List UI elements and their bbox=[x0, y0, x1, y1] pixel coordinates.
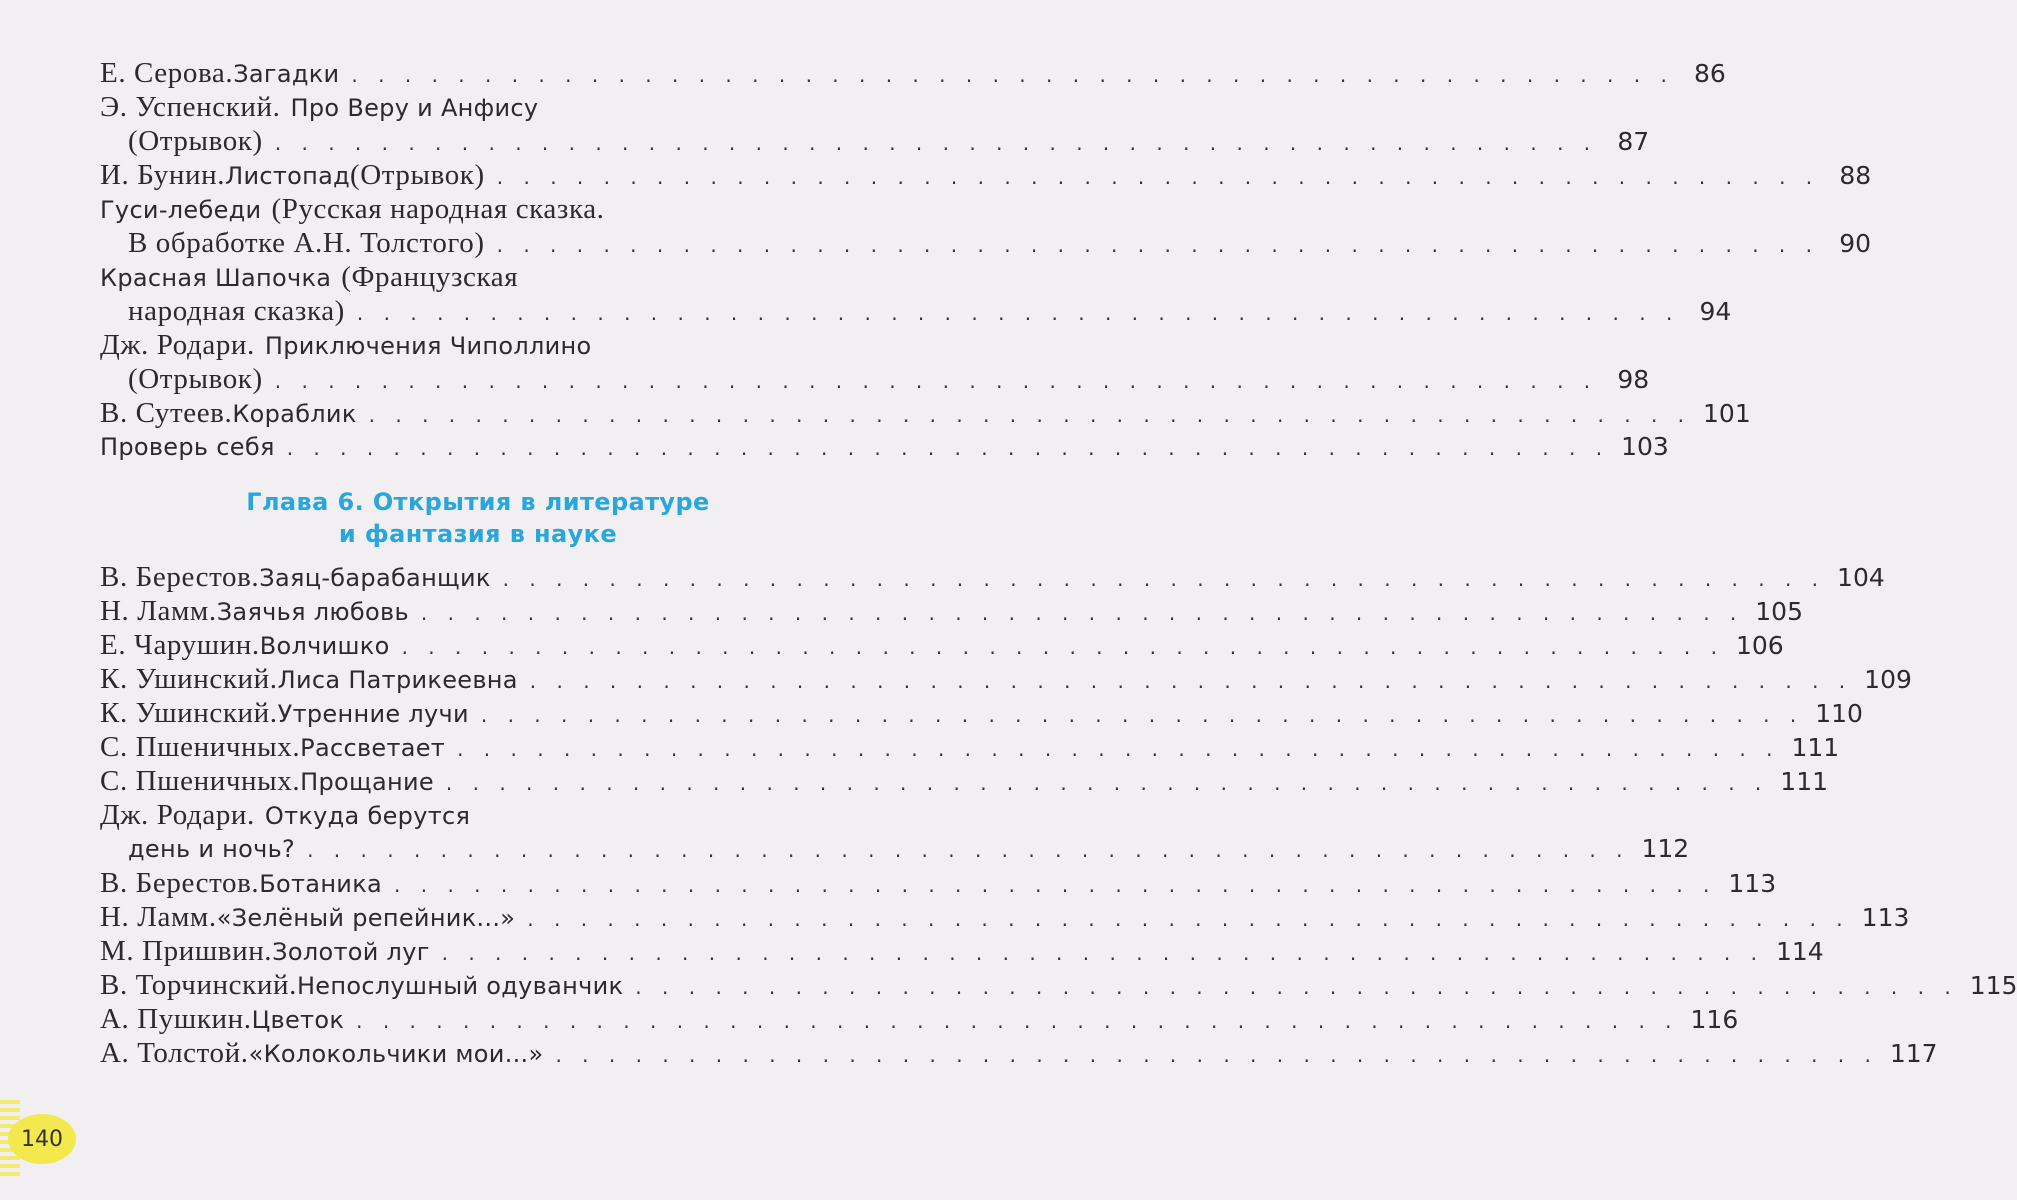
toc-entry bbox=[100, 260, 1732, 328]
toc-entry-line bbox=[100, 662, 1912, 696]
toc-author: И. Бунин. bbox=[100, 159, 226, 191]
toc-entry bbox=[100, 798, 1690, 866]
dot-leader: . . . . . . . . . . . . . . . . . . . . . . . . . . . . . . . . . . . . . . . . . . . . . . . . . . bbox=[480, 703, 1804, 727]
toc-entry-line bbox=[100, 328, 856, 362]
table-of-contents bbox=[100, 56, 2017, 1070]
toc-page-number: 115 bbox=[1969, 971, 2017, 1000]
toc-title: Про Веру и Анфису bbox=[290, 94, 539, 122]
toc-author: М. Пришвин. bbox=[100, 935, 273, 967]
toc-page-number: 114 bbox=[1776, 937, 1824, 966]
toc-entry-line bbox=[100, 560, 1885, 594]
toc-entry bbox=[100, 560, 1885, 594]
toc-title: Приключения Чиполлино bbox=[264, 332, 592, 360]
toc-entry-line bbox=[100, 934, 1824, 968]
toc-title: Рассветает bbox=[300, 734, 446, 762]
toc-page-number: 116 bbox=[1690, 1005, 1739, 1034]
dot-leader: . . . . . . . . . . . . . . . . . . . . . . . . . . . . . . . . . . . . . . . . . . . . . . . . . . bbox=[274, 369, 1598, 393]
toc-title: Загадки bbox=[233, 60, 340, 88]
toc-page-number: 117 bbox=[1889, 1039, 1938, 1068]
toc-page-number: 106 bbox=[1735, 631, 1784, 660]
toc-entry-line bbox=[100, 866, 1777, 900]
toc-entry bbox=[100, 328, 1650, 396]
toc-page-number: 101 bbox=[1703, 399, 1751, 428]
dot-leader: . . . . . . . . . . . . . . . . . . . . . . . . . . . . . . . . . . . . . . . . . . . . . . . . . . bbox=[457, 737, 1780, 761]
toc-author: Н. Ламм. bbox=[100, 901, 217, 933]
toc-author: А. Пушкин. bbox=[100, 1003, 252, 1035]
toc-entry-line bbox=[100, 396, 1751, 430]
toc-title: «Зелёный репейник...» bbox=[216, 904, 516, 932]
toc-title: Ботаника bbox=[259, 870, 383, 898]
dot-leader: . . . . . . . . . . . . . . . . . . . . . . . . . . . . . . . . . . . . . . . . . . . . . . . . . . bbox=[274, 131, 1598, 155]
toc-entry-line bbox=[100, 968, 2017, 1002]
toc-entry-line bbox=[100, 730, 1840, 764]
dot-leader: . . . . . . . . . . . . . . . . . . . . . . . . . . . . . . . . . . . . . . . . . . . . . . . . . . bbox=[356, 301, 1680, 325]
toc-entry bbox=[100, 56, 1726, 90]
toc-title: Кораблик bbox=[232, 400, 357, 428]
dot-leader: . . . . . . . . . . . . . . . . . . . . . . . . . . . . . . . . . . . . . . . . . . . . . . . . . . bbox=[529, 669, 1853, 693]
toc-entry-line bbox=[100, 628, 1784, 662]
dot-leader: . . . . . . . . . . . . . . . . . . . . . . . . . . . . . . . . . . . . . . . . . . . . . . . . . . bbox=[555, 1043, 1878, 1067]
toc-page-number: 105 bbox=[1755, 597, 1803, 626]
toc-note: (Русская народная сказка. bbox=[271, 193, 605, 225]
toc-entry-line bbox=[100, 900, 1910, 934]
toc-entry-line bbox=[100, 56, 1726, 90]
toc-entry-continuation bbox=[100, 362, 1650, 396]
toc-author: В. Сутеев. bbox=[100, 397, 233, 429]
toc-continuation-text: (Отрывок) bbox=[128, 363, 263, 395]
toc-page-number: 113 bbox=[1728, 869, 1777, 898]
toc-author: Дж. Родари. bbox=[100, 799, 255, 831]
dot-leader: . . . . . . . . . . . . . . . . . . . . . . . . . . . . . . . . . . . . . . . . . . . . . . . . . . bbox=[401, 635, 1724, 659]
toc-continuation-text: (Отрывок) bbox=[128, 125, 263, 157]
dot-leader: . . . . . . . . . . . . . . . . . . . . . . . . . . . . . . . . . . . . . . . . . . . . . . . . . . bbox=[496, 165, 1820, 189]
toc-page-number: 86 bbox=[1694, 59, 1726, 88]
toc-entry bbox=[100, 628, 1784, 662]
toc-entry-line bbox=[100, 1036, 1938, 1070]
toc-author: К. Ушинский. bbox=[100, 697, 278, 729]
toc-page-number: 111 bbox=[1791, 733, 1840, 762]
dot-leader: . . . . . . . . . . . . . . . . . . . . . . . . . . . . . . . . . . . . . . . . . . . . . . . . . . bbox=[356, 1009, 1679, 1033]
toc-entry bbox=[100, 968, 2017, 1002]
dot-leader: . . . . . . . . . . . . . . . . . . . . . . . . . . . . . . . . . . . . . . . . . . . . . . . . . . bbox=[307, 838, 1630, 862]
toc-entry-line bbox=[100, 260, 856, 294]
toc-author: Э. Успенский. bbox=[100, 91, 281, 123]
toc-page-number: 94 bbox=[1699, 297, 1732, 326]
dot-leader: . . . . . . . . . . . . . . . . . . . . . . . . . . . . . . . . . . . . . . . . . . . . . . . . . . bbox=[496, 233, 1819, 257]
toc-author: В. Берестов. bbox=[100, 561, 260, 593]
toc-title: Красная Шапочка bbox=[100, 264, 332, 292]
toc-title: Листопад bbox=[225, 162, 350, 190]
toc-entry bbox=[100, 192, 1871, 260]
toc-entry bbox=[100, 594, 1803, 628]
toc-author: В. Берестов. bbox=[100, 867, 260, 899]
toc-author: К. Ушинский. bbox=[100, 663, 278, 695]
toc-entry-line bbox=[100, 430, 1669, 464]
chapter-heading-line1: Глава 6. Открытия в литературе bbox=[246, 488, 710, 516]
toc-entry-line bbox=[100, 90, 856, 124]
toc-continuation-text: В обработке А.Н. Толстого) bbox=[128, 227, 485, 259]
toc-entry-line bbox=[100, 158, 1872, 192]
toc-title: Цветок bbox=[251, 1006, 345, 1034]
toc-title: «Колокольчики мои...» bbox=[248, 1040, 544, 1068]
toc-entry bbox=[100, 730, 1840, 764]
toc-page-number: 109 bbox=[1864, 665, 1912, 694]
toc-title: Гуси-лебеди bbox=[100, 196, 262, 224]
toc-author: С. Пшеничных. bbox=[100, 731, 301, 763]
toc-entry bbox=[100, 934, 1824, 968]
dot-leader: . . . . . . . . . . . . . . . . . . . . . . . . . . . . . . . . . . . . . . . . . . . . . . . . . . bbox=[527, 907, 1850, 931]
toc-page-number: 98 bbox=[1617, 365, 1650, 394]
toc-entry-line bbox=[100, 1002, 1739, 1036]
toc-author: Дж. Родари. bbox=[100, 329, 255, 361]
toc-entry bbox=[100, 1036, 1938, 1070]
toc-page-number: 87 bbox=[1617, 127, 1650, 156]
toc-entry-continuation bbox=[100, 294, 1732, 328]
toc-author: Н. Ламм. bbox=[100, 595, 217, 627]
dot-leader: . . . . . . . . . . . . . . . . . . . . . . . . . . . . . . . . . . . . . . . . . . . . . . . . . . bbox=[445, 771, 1769, 795]
dot-leader: . . . . . . . . . . . . . . . . . . . . . . . . . . . . . . . . . . . . . . . . . . . . . . . . . . bbox=[420, 601, 1744, 625]
toc-title: Волчишко bbox=[259, 632, 390, 660]
toc-entry bbox=[100, 396, 1751, 430]
dot-leader: . . . . . . . . . . . . . . . . . . . . . . . . . . . . . . . . . . . . . . . . . . . . . . . . . . bbox=[441, 941, 1764, 965]
toc-continuation-text: день и ночь? bbox=[128, 835, 296, 863]
toc-author: А. Толстой. bbox=[100, 1037, 249, 1069]
toc-page-number: 104 bbox=[1837, 563, 1885, 592]
toc-entry-continuation bbox=[100, 832, 1690, 866]
toc-title: Золотой луг bbox=[272, 938, 430, 966]
toc-author: Е. Чарушин. bbox=[100, 629, 260, 661]
dot-leader: . . . . . . . . . . . . . . . . . . . . . . . . . . . . . . . . . . . . . . . . . . . . . . . . . . bbox=[351, 63, 1674, 87]
toc-page-number: 90 bbox=[1839, 229, 1871, 258]
toc-author: В. Торчинский. bbox=[100, 969, 297, 1001]
toc-list-top bbox=[100, 56, 1872, 464]
toc-entry-continuation bbox=[100, 124, 1650, 158]
dot-leader: . . . . . . . . . . . . . . . . . . . . . . . . . . . . . . . . . . . . . . . . . . . . . . . . . . bbox=[368, 403, 1692, 427]
chapter-heading bbox=[100, 486, 856, 550]
toc-entry bbox=[100, 1002, 1739, 1036]
toc-page-number: 112 bbox=[1641, 834, 1690, 863]
dot-leader: . . . . . . . . . . . . . . . . . . . . . . . . . . . . . . . . . . . . . . . . . . . . . . . . . . bbox=[635, 975, 1958, 999]
page-number: 140 bbox=[8, 1114, 76, 1164]
toc-note: (Французская bbox=[341, 261, 519, 293]
toc-page-number: 113 bbox=[1861, 903, 1910, 932]
toc-list-bottom bbox=[100, 560, 2017, 1070]
toc-entry bbox=[100, 158, 1872, 192]
toc-note: (Отрывок) bbox=[350, 159, 485, 191]
dot-leader: . . . . . . . . . . . . . . . . . . . . . . . . . . . . . . . . . . . . . . . . . . . . . . . . . . bbox=[394, 873, 1717, 897]
toc-entry-line bbox=[100, 696, 1863, 730]
toc-page-number: 103 bbox=[1621, 432, 1669, 461]
toc-entry-continuation bbox=[100, 226, 1871, 260]
toc-author: С. Пшеничных. bbox=[100, 765, 301, 797]
toc-entry-line bbox=[100, 798, 856, 832]
chapter-heading-line2: и фантазия в науке bbox=[338, 520, 618, 548]
toc-title: Заяц-барабанщик bbox=[259, 564, 491, 592]
toc-entry bbox=[100, 90, 1650, 158]
toc-entry-line bbox=[100, 594, 1803, 628]
toc-title: Проверь себя bbox=[100, 433, 275, 461]
toc-entry bbox=[100, 430, 1669, 464]
toc-author: Е. Серова. bbox=[100, 57, 234, 89]
dot-leader: . . . . . . . . . . . . . . . . . . . . . . . . . . . . . . . . . . . . . . . . . . . . . . . . . . bbox=[286, 436, 1610, 460]
toc-entry-line bbox=[100, 764, 1829, 798]
toc-title: Заячья любовь bbox=[216, 598, 409, 626]
toc-continuation-text: народная сказка) bbox=[128, 295, 345, 327]
toc-entry bbox=[100, 866, 1777, 900]
toc-page-number: 110 bbox=[1815, 699, 1863, 728]
toc-entry bbox=[100, 696, 1863, 730]
toc-entry bbox=[100, 662, 1912, 696]
toc-entry-line bbox=[100, 192, 856, 226]
toc-title: Прощание bbox=[300, 768, 434, 796]
toc-title: Утренние лучи bbox=[277, 700, 469, 728]
toc-title: Лиса Патрикеевна bbox=[277, 666, 518, 694]
toc-entry bbox=[100, 764, 1829, 798]
toc-page-number: 111 bbox=[1780, 767, 1829, 796]
toc-entry bbox=[100, 900, 1910, 934]
dot-leader: . . . . . . . . . . . . . . . . . . . . . . . . . . . . . . . . . . . . . . . . . . . . . . . . . . bbox=[502, 567, 1826, 591]
toc-title: Откуда берутся bbox=[264, 802, 471, 830]
toc-title: Непослушный одуванчик bbox=[296, 972, 624, 1000]
toc-page-number: 88 bbox=[1839, 161, 1872, 190]
